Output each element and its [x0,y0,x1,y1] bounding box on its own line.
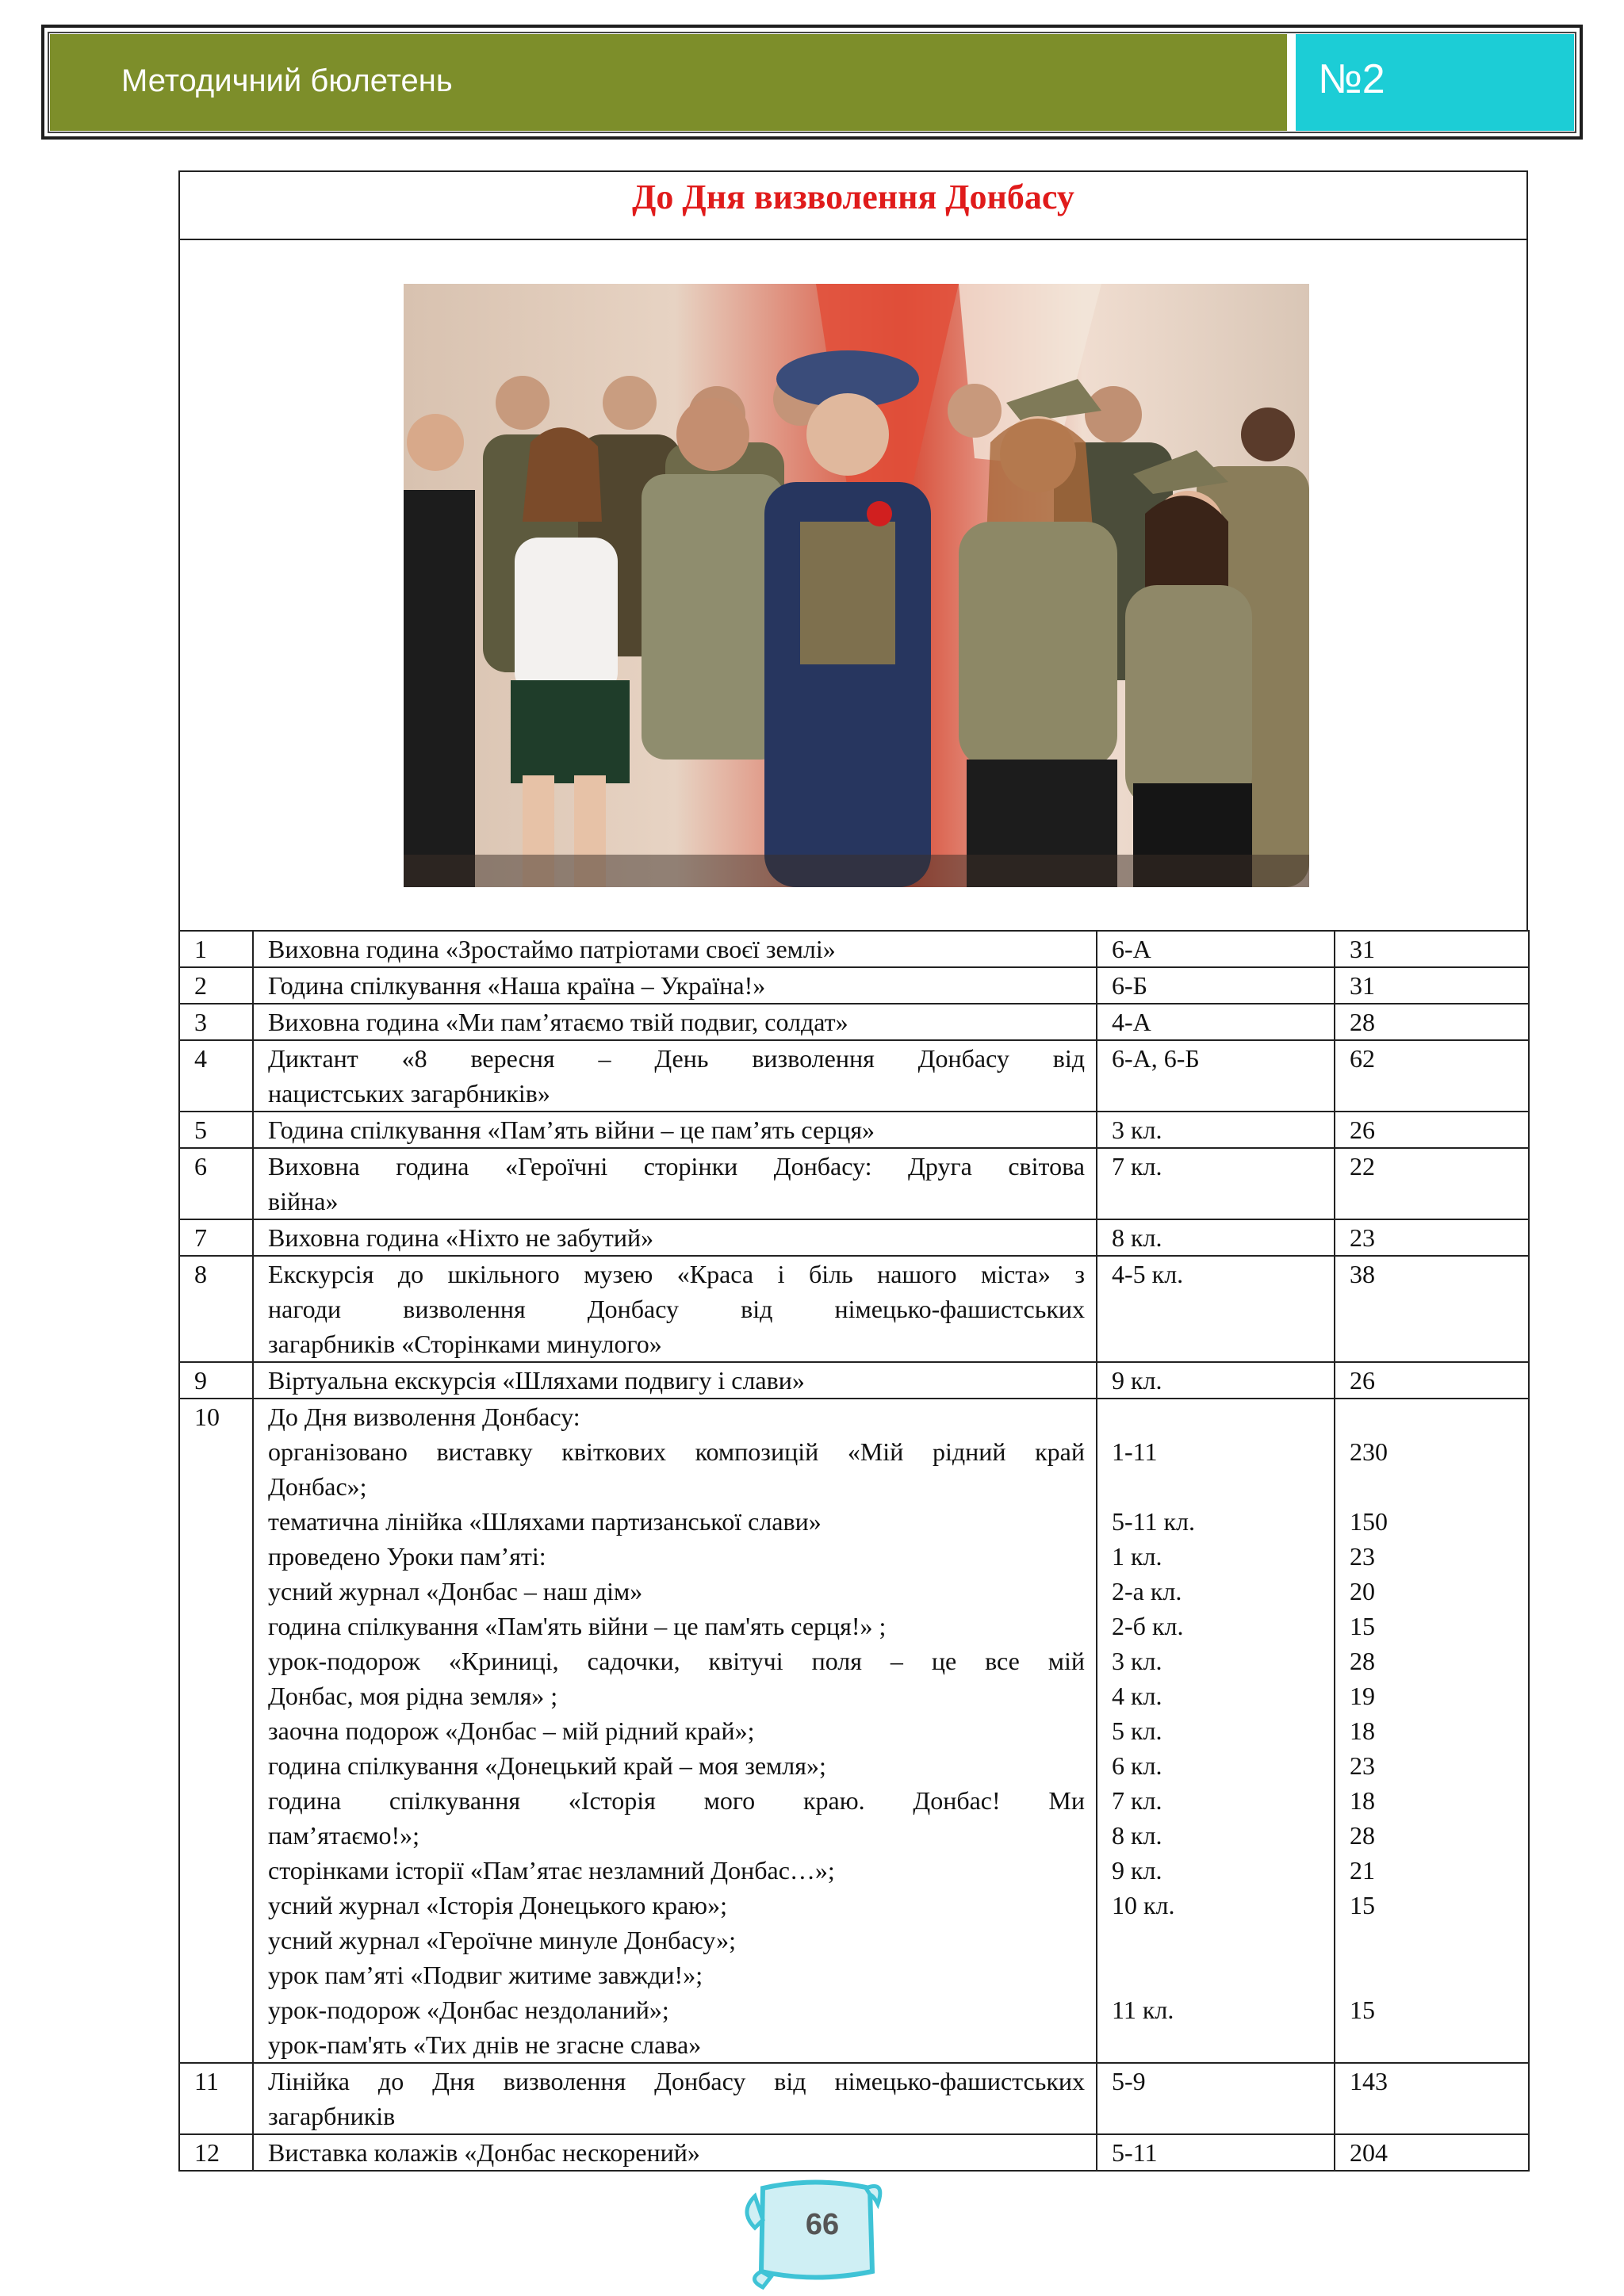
participants-cell [1335,1362,1529,1399]
class-value: 5 кл. [1112,1716,1162,1745]
content-box [178,170,1528,932]
row-number: 8 [179,1256,253,1362]
class-value: 4-5 кл. [1112,1260,1184,1288]
class-value: 6-Б [1112,971,1148,1000]
table-row [179,1362,1529,1399]
class-value: 4-А [1112,1008,1151,1036]
class-value: 2-б кл. [1112,1612,1184,1640]
event-description-line: година спілкування «Історія мого краю. Донбас! Ми [268,1786,1085,1815]
event-description [253,1256,1097,1362]
event-description [253,1399,1097,2063]
event-description-line: Година спілкування «Наша країна – Україна!» [268,971,766,1000]
participants-value: 28 [1350,1008,1375,1036]
event-description-line: урок пам’яті «Подвиг житиме завжди!»; [268,1961,703,1989]
class-value: 2-а кл. [1112,1577,1182,1605]
participants-value [1350,2027,1517,2062]
class-value: 11 кл. [1112,1996,1174,2024]
table-row [179,2063,1529,2134]
participants-value: 204 [1350,2138,1388,2167]
event-description-line: проведено Уроки пам’яті: [268,1542,546,1571]
bulletin-title: Методичний бюлетень [121,63,453,98]
class-value: 5-11 [1112,2138,1158,2167]
participants-value: 26 [1350,1366,1375,1395]
participants-cell [1335,1004,1529,1040]
section-title-row [180,172,1526,240]
participants-value: 15 [1350,1891,1375,1919]
table-row [179,1219,1529,1256]
class-cell [1097,2063,1335,2134]
participants-value: 230 [1350,1437,1388,1466]
event-description-line: Диктант «8 вересня – День визволення Донбасу від [268,1044,1085,1073]
class-cell [1097,1362,1335,1399]
class-cell [1097,1399,1335,2063]
participants-cell [1335,967,1529,1004]
row-number: 11 [179,2063,253,2134]
class-value [1112,1399,1323,1434]
class-cell [1097,931,1335,967]
class-value: 6-А, 6-Б [1112,1044,1200,1073]
participants-value: 150 [1350,1507,1388,1536]
event-description-line: загарбників «Сторінками минулого» [268,1330,662,1358]
event-description-line: урок-подорож «Донбас нездоланий»; [268,1996,669,2024]
event-description-line: війна» [268,1187,339,1215]
event-description-line: організовано виставку квіткових композицій «Мій рідний край [268,1437,1085,1466]
participants-value: 28 [1350,1647,1375,1675]
event-description-line: Виховна година «Зростаймо патріотами своєї землі» [268,935,836,963]
table-row [179,967,1529,1004]
event-description-line: година спілкування «Пам'ять війни – це пам'ять серця!» ; [268,1612,887,1640]
participants-value: 31 [1350,935,1375,963]
event-description-line: година спілкування «Донецький край – моя земля»; [268,1751,826,1780]
participants-value: 23 [1350,1223,1375,1252]
event-description [253,931,1097,967]
class-value: 4 кл. [1112,1682,1162,1710]
event-description [253,1004,1097,1040]
event-description-line: Донбас, моя рідна земля» ; [268,1682,558,1710]
table-row [179,1040,1529,1112]
participants-value: 15 [1350,1996,1375,2024]
class-cell [1097,1112,1335,1148]
event-description [253,967,1097,1004]
table-row [179,2134,1529,2171]
participants-cell [1335,1040,1529,1112]
row-number: 1 [179,931,253,967]
participants-value [1350,1957,1517,1992]
table-row [179,931,1529,967]
class-value: 6-А [1112,935,1151,963]
table-row [179,1256,1529,1362]
class-value: 1-11 [1112,1437,1158,1466]
events-table-body [179,931,1529,2171]
event-description [253,1112,1097,1148]
page-number: 66 [805,2208,840,2241]
participants-cell [1335,1148,1529,1219]
participants-value: 23 [1350,1751,1375,1780]
participants-value: 31 [1350,971,1375,1000]
class-cell [1097,1040,1335,1112]
row-number: 3 [179,1004,253,1040]
event-description-line: Донбас»; [268,1472,367,1501]
participants-value [1350,1399,1517,1434]
row-number: 2 [179,967,253,1004]
class-value [1112,1957,1323,1992]
section-title: До Дня визволення Донбасу [632,178,1074,216]
event-description-line: Виставка колажів «Донбас нескорений» [268,2138,700,2167]
class-value [1112,2027,1323,2062]
event-description [253,1219,1097,1256]
class-value [1112,1923,1323,1957]
row-number: 5 [179,1112,253,1148]
class-value: 10 кл. [1112,1891,1175,1919]
event-description-line: Виховна година «Ніхто не забутий» [268,1223,654,1252]
event-description-line: урок-пам'ять «Тих днів не згасне слава» [268,2030,702,2059]
event-description-line: Екскурсія до шкільного музею «Краса і біль нашого міста» з [268,1260,1085,1288]
participants-value: 21 [1350,1856,1375,1885]
event-description [253,1148,1097,1219]
event-description [253,2134,1097,2171]
participants-value: 18 [1350,1716,1375,1745]
row-number: 10 [179,1399,253,2063]
class-cell [1097,1148,1335,1219]
class-value: 9 кл. [1112,1366,1162,1395]
class-value: 5-11 кл. [1112,1507,1195,1536]
participants-value: 26 [1350,1115,1375,1144]
event-description-line: Виховна година «Ми пам’ятаємо твій подвиг, солдат» [268,1008,848,1036]
class-cell [1097,967,1335,1004]
events-table [178,930,1530,2172]
event-description-line: пам’ятаємо!»; [268,1821,420,1850]
class-value: 8 кл. [1112,1821,1162,1850]
class-value: 7 кл. [1112,1152,1162,1181]
participants-cell [1335,2134,1529,2171]
participants-value: 15 [1350,1612,1375,1640]
event-description-line: Година спілкування «Пам’ять війни – це пам’ять серця» [268,1115,875,1144]
participants-value: 28 [1350,1821,1375,1850]
class-cell [1097,2134,1335,2171]
event-description-line: заочна подорож «Донбас – мій рідний край»; [268,1716,755,1745]
class-cell [1097,1219,1335,1256]
class-value: 5-9 [1112,2067,1146,2095]
event-description-line: Виховна година «Героїчні сторінки Донбасу: Друга світова [268,1152,1085,1181]
class-value: 8 кл. [1112,1223,1162,1252]
participants-value [1350,1469,1517,1504]
class-value: 7 кл. [1112,1786,1162,1815]
participants-cell [1335,2063,1529,2134]
event-description [253,1362,1097,1399]
class-value: 6 кл. [1112,1751,1162,1780]
event-description-line: урок-подорож «Криниці, садочки, квітучі поля – це все мій [268,1647,1085,1675]
table-row [179,1148,1529,1219]
class-cell [1097,1256,1335,1362]
event-description-line: тематична лінійка «Шляхами партизанської слави» [268,1507,822,1536]
participants-cell [1335,931,1529,967]
event-description-line: До Дня визволення Донбасу: [268,1402,580,1431]
class-value [1112,1469,1323,1504]
class-value: 3 кл. [1112,1115,1162,1144]
class-value: 1 кл. [1112,1542,1162,1571]
participants-value: 62 [1350,1044,1375,1073]
event-description-line: сторінками історії «Пам’ятає незламний Донбас…»; [268,1856,835,1885]
participants-cell [1335,1399,1529,2063]
participants-cell [1335,1256,1529,1362]
event-description-line: усний журнал «Донбас – наш дім» [268,1577,643,1605]
participants-value: 38 [1350,1260,1375,1288]
row-number: 12 [179,2134,253,2171]
class-value: 9 кл. [1112,1856,1162,1885]
participants-value: 19 [1350,1682,1375,1710]
participants-cell [1335,1219,1529,1256]
issue-number: №2 [1318,56,1385,102]
participants-value: 143 [1350,2067,1388,2095]
row-number: 6 [179,1148,253,1219]
row-number: 9 [179,1362,253,1399]
participants-value: 22 [1350,1152,1375,1181]
participants-value: 20 [1350,1577,1375,1605]
participants-cell [1335,1112,1529,1148]
event-description-line: загарбників [268,2102,396,2130]
event-description-line: Віртуальна екскурсія «Шляхами подвигу і слави» [268,1366,805,1395]
participants-value: 18 [1350,1786,1375,1815]
group-photo [404,284,1309,887]
event-description-line: усний журнал «Героїчне минуле Донбасу»; [268,1926,737,1954]
table-row [179,1399,1529,2063]
event-description-line: нагоди визволення Донбасу від німецько-фашистських [268,1295,1085,1323]
event-description [253,1040,1097,1112]
event-description-line: нацистських загарбників» [268,1079,550,1108]
row-number: 7 [179,1219,253,1256]
row-number: 4 [179,1040,253,1112]
table-row [179,1004,1529,1040]
event-description-line: усний журнал «Історія Донецького краю»; [268,1891,727,1919]
table-row [179,1112,1529,1148]
event-description-line: Лінійка до Дня визволення Донбасу від німецько-фашистських [268,2067,1085,2095]
participants-value: 23 [1350,1542,1375,1571]
class-value: 3 кл. [1112,1647,1162,1675]
class-cell [1097,1004,1335,1040]
event-description [253,2063,1097,2134]
participants-value [1350,1923,1517,1957]
